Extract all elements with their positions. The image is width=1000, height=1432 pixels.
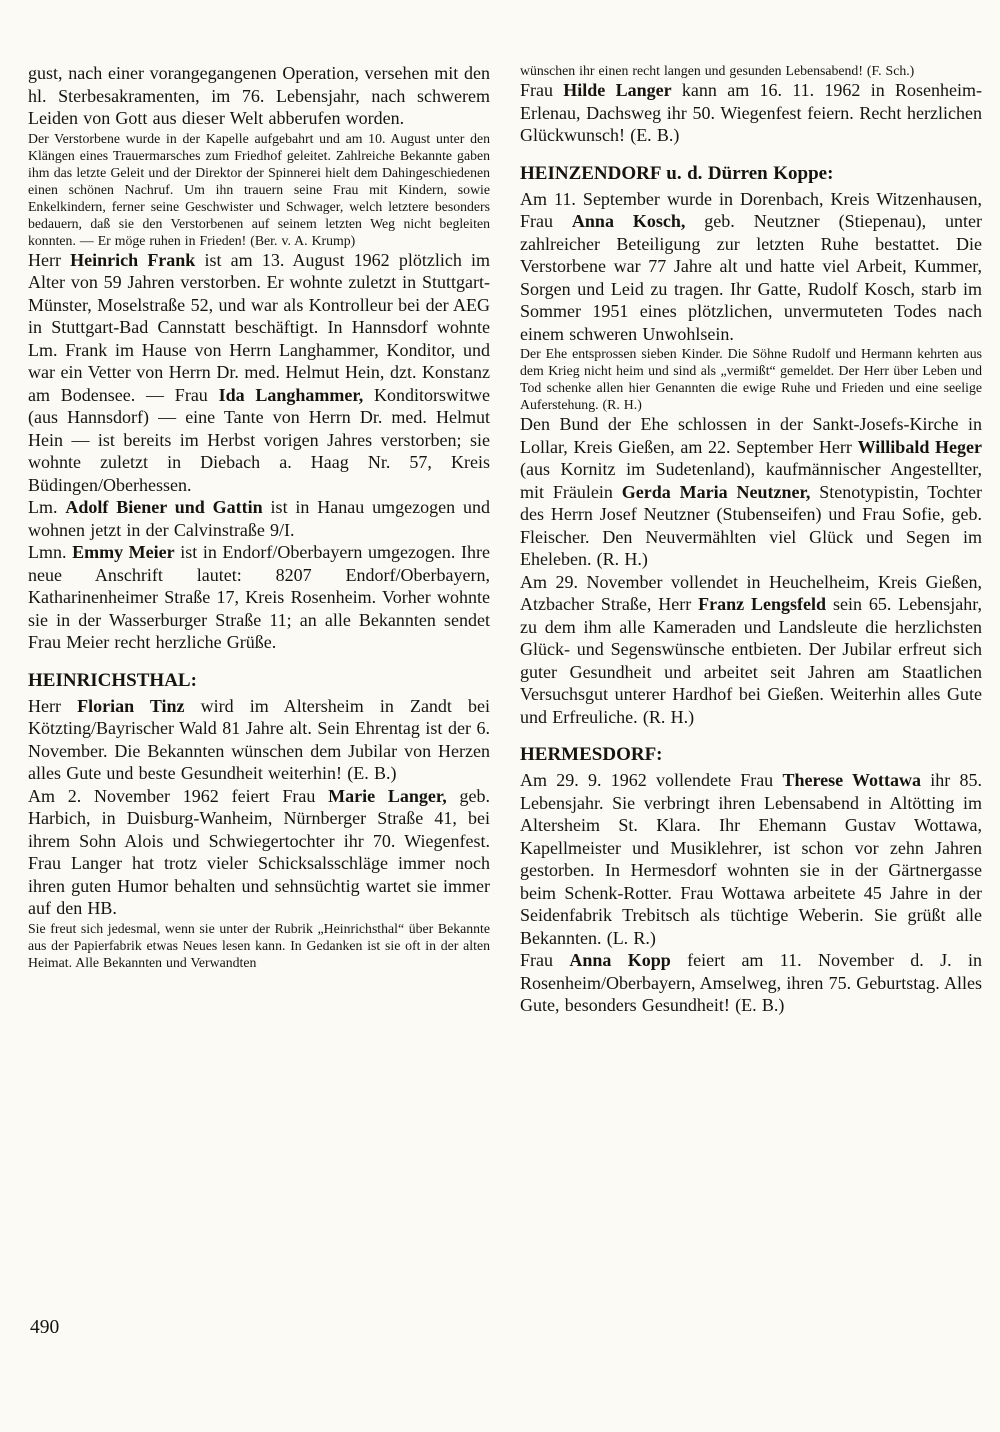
text-run: HEINZENDORF u. d. Dürren Koppe: xyxy=(520,162,834,184)
fine-print-paragraph xyxy=(520,345,982,413)
body-paragraph xyxy=(28,249,490,497)
text-run: wünschen ihr einen recht langen und gesunden Lebensabend! (F. Sch.) xyxy=(520,63,915,78)
text-run: ist am 13. August 1962 plötzlich im Alter von 59 Jahren verstorben. Er wohnte zuletzt in Stuttgart-Münster, Moselstraße 52, und war als Kontrolleur bei der AEG in Stuttgart-Bad Cannstatt beschäftigt. In Hannsdorf wohnte Lm. Frank im Hause von Herrn Langhammer, Konditor, und war ein Vetter von Herrn Dr. med. Helmut Hein, dzt. Konstanz am Bodensee. — Frau xyxy=(28,249,490,405)
body-paragraph xyxy=(520,79,982,147)
text-columns xyxy=(28,62,982,1017)
emphasized-name: Franz Lengsfeld xyxy=(698,594,827,614)
body-paragraph xyxy=(28,496,490,541)
text-run: Am 29. November vollendet in Heuchelheim, Kreis Gießen, Atzbacher Straße, Herr xyxy=(520,571,982,614)
body-paragraph xyxy=(520,188,982,346)
text-run: Am 11. September wurde in Dorenbach, Kreis Witzenhausen, Frau xyxy=(520,188,982,231)
text-run: geb. Neutzner (Stiepenau), unter zahlreicher Beteiligung zur letzten Ruhe bestattet. Die Verstorbene war 77 Jahre alt und hatte viel Arbeit, Kummer, Sorgen und Leid zu tragen. Ihr Gatte, Rudolf Kosch, starb im Sommer 1951 eines plötzlichen, unvermuteten Todes nach einem schweren Unwohlsein. xyxy=(520,211,982,344)
text-run: Am 2. November 1962 feiert Frau xyxy=(28,785,329,806)
text-run: Konditorswitwe (aus Hannsdorf) — eine Tante von Herrn Dr. med. Helmut Hein — ist bereits im Herbst vorigen Jahres verstorben; sie wohnte zuletzt in Diebach a. Haag Nr. 57, Kreis Büdingen/Oberhessen. xyxy=(28,384,491,495)
text-run: wird im Altersheim in Zandt bei Kötzting/Bayrischer Wald 81 Jahre alt. Sein Ehrentag ist der 6. November. Die Bekannten wünschen dem Jubilar von Herzen alles Gute und beste Gesundheit weiterhin! (E. B.) xyxy=(28,695,491,783)
text-run: Am 29. 9. 1962 vollendete Frau xyxy=(520,770,783,790)
body-paragraph xyxy=(520,571,982,729)
text-run: HEINRICHSTHAL: xyxy=(28,669,197,691)
text-run: Frau xyxy=(520,80,564,100)
emphasized-name: Hilde Langer xyxy=(563,80,672,100)
text-run: ihr 85. Lebensjahr. Sie verbringt ihren Lebensabend in Altötting im Altersheim St. Klara. Ihr Ehemann Gustav Wottawa, Kapellmeister und Musiklehrer, ist schon vor zehn Jahren gestorben. In Hermesdorf wohnten sie in der Gärtnergasse beim Schenk-Rotter. Frau Wottawa arbeitete 45 Jahre in der Seidenfabrik Trebitsch als tüchtige Weberin. Sie grüßt alle Bekannten. (L. R.) xyxy=(520,770,982,948)
body-paragraph xyxy=(28,62,490,130)
text-run: geb. Harbich, in Duisburg-Wanheim, Nürnberger Straße 41, bei ihrem Sohn Alois und Schwiegertochter ihr 70. Wiegenfest. Frau Langer hat trotz vieler Schicksalsschläge immer noch ihren guten Humor behalten und sehnsüchtig wartet sie immer auf den HB. xyxy=(28,785,490,918)
text-run: HERMESDORF: xyxy=(520,744,663,765)
text-run: Herr xyxy=(28,249,71,270)
body-paragraph xyxy=(520,769,982,949)
emphasized-name: Anna Kosch, xyxy=(571,211,686,231)
text-run: ist in Endorf/Oberbayern umgezogen. Ihre neue Anschrift lautet: 8207 Endorf/Oberbayern, Katharinenheimer Straße 17, Kreis Rosenheim. Vorher wohnte sie in der Wasserburger Straße 11; an alle Bekannten sendet Frau Meier recht herzliche Grüße. xyxy=(28,542,490,652)
fine-print-paragraph xyxy=(28,130,490,249)
emphasized-name: Heinrich Frank xyxy=(70,249,196,270)
text-run: Den Bund der Ehe schlossen in der Sankt-Josefs-Kirche in Lollar, Kreis Gießen, am 22. September Herr xyxy=(520,414,982,457)
emphasized-name: Anna Kopp xyxy=(569,950,671,970)
body-paragraph xyxy=(520,413,982,571)
text-run: Stenotypistin, Tochter des Herrn Josef Neutzner (Stubenseifen) und Frau Sofie, geb. Fleischer. Den Neuvermählten viel Glück und Segen im Eheleben. (R. H.) xyxy=(520,481,982,569)
text-run: feiert am 11. November d. J. in Rosenheim/Oberbayern, Amselweg, ihren 75. Geburtstag. Alles Gute, besonders Gesundheit! (E. B.) xyxy=(520,950,983,1015)
text-run: ist in Hanau umgezogen und wohnen jetzt in der Calvinstraße 9/I. xyxy=(28,497,490,540)
fine-print-paragraph xyxy=(520,62,982,79)
section-heading xyxy=(28,669,490,692)
emphasized-name: Ida Langhammer, xyxy=(218,384,364,405)
body-paragraph xyxy=(520,949,982,1017)
emphasized-name: Adolf Biener und Gattin xyxy=(65,497,263,517)
body-paragraph xyxy=(28,695,490,785)
text-run: Sie freut sich jedesmal, wenn sie unter der Rubrik „Heinrichsthal“ über Bekannte aus der Papierfabrik etwas Neues lesen kann. In Gedanken ist sie oft in der alten Heimat. Alle Bekannten und Verwandten xyxy=(28,920,490,970)
page-number: 490 xyxy=(30,1317,60,1338)
right-column xyxy=(520,62,982,1017)
text-run: Der Ehe entsprossen sieben Kinder. Die Söhne Rudolf und Hermann kehrten aus dem Krieg nicht heim und sind als „vermißt“ gemeldet. Der Herr über Leben und Tod schenke allen hier Genannten die ewige Ruhe und Frieden und eine seelige Auferstehung. (R. H.) xyxy=(520,346,982,412)
text-run: sein 65. Lebensjahr, zu dem ihm alle Kameraden und Landsleute die herzlichsten Glück- und Segenswünsche entbieten. Der Jubilar erfreut sich guter Gesundheit und arbeitet seit Jahren am Staatlichen Versuchsgut unterer Hardhof bei Gießen. Weiterhin alles Gute und Erfreuliche. (R. H.) xyxy=(520,594,982,727)
body-paragraph xyxy=(28,541,490,654)
text-run: Frau xyxy=(520,950,570,970)
text-run: Der Verstorbene wurde in der Kapelle aufgebahrt und am 10. August unter den Klängen eines Trauermarsches zum Friedhof geleitet. Zahlreiche Bekannte gaben ihm das letzte Geleit und der Direktor der Spinnerei hielt dem Dahingeschiedenen einen schönen Nachruf. Um ihn trauern seine Frau mit Kindern, sowie Enkelkindern, ferner seine Geschwister und Schwager, welch letztere besonders bedauern, daß sie den Verstorbenen auf seinem letzten Weg nicht begleiten konnten. — Er möge ruhen in Frieden! (Ber. v. A. Krump) xyxy=(28,130,490,248)
text-run: Herr xyxy=(28,695,78,716)
emphasized-name: Willibald Heger xyxy=(857,436,983,457)
section-heading xyxy=(520,743,982,766)
text-run: gust, nach einer vorangegangenen Operation, versehen mit den hl. Sterbesakramenten, im 76. Lebensjahr, nach schwerem Leiden von Gott aus dieser Welt abberufen worden. xyxy=(28,63,490,128)
section-heading xyxy=(520,162,982,185)
emphasized-name: Therese Wottawa xyxy=(782,770,922,790)
emphasized-name: Gerda Maria Neutzner, xyxy=(621,481,811,502)
fine-print-paragraph xyxy=(28,920,490,971)
body-paragraph xyxy=(28,785,490,920)
text-run: Lm. xyxy=(28,497,66,517)
left-column xyxy=(28,62,490,971)
emphasized-name: Emmy Meier xyxy=(72,542,175,562)
emphasized-name: Marie Langer, xyxy=(328,785,447,806)
text-run: (aus Kornitz im Sudetenland), kaufmännischer Angestellter, mit Fräulein xyxy=(520,459,982,502)
text-run: Lmn. xyxy=(28,542,73,562)
text-run: kann am 16. 11. 1962 in Rosenheim-Erlenau, Dachsweg ihr 50. Wiegenfest feiern. Recht herzlichen Glückwunsch! (E. B.) xyxy=(520,80,983,145)
emphasized-name: Florian Tinz xyxy=(77,695,185,716)
